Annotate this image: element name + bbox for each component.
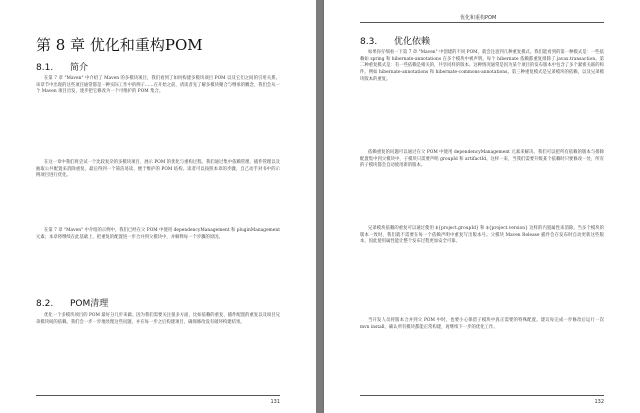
book-gutter — [316, 0, 324, 413]
left-page — [0, 0, 316, 413]
right-page — [324, 0, 640, 413]
page-number: 132 — [594, 399, 604, 405]
footer-rule — [360, 395, 604, 396]
section-number: 8.2. — [36, 299, 54, 309]
paragraph: 在第 7 章 "Maven" 中介绍了 Maven 的多模块项目，我们看到了如何构建多模块项目 POM 以及它们之间的引用关系。该章节中出现的这些项目通常都是一种实际工作中的例子……在开始之前，请读者先了解多模块聚合与继承的概念，我们会从一个 Maven 项目出发，逐步把它修改为一个可维护的 POM 集合。 — [36, 76, 280, 95]
paragraph: 兄弟模块依赖的重复可以通过使用 ${project.groupId} 和 ${project.version} 这样的内置属性来消除。当多个模块的版本一致时，我们就不需要在每一个依赖声明中重复写出版本号。父模块 Maven Release 插件会在发布时自动更新这些版本，因此使用属性能让整个发布过程更加安全可靠。 — [360, 226, 604, 245]
paragraph: 依赖重复的问题可以通过在父 POM 中使用 dependencyManagement 元素来解决。我们可以把所有依赖的版本与排除配置集中到父模块中，子模块只需要声明 groupId 和 artifactId。这样一来，当我们需要升级某个依赖时只要修改一处，所有的子模块都会自动使用新的版本。 — [360, 150, 604, 169]
paragraph: 当开发人员将版本合并到父 POM 中时，也要小心保留子模块中真正需要的特殊配置。建议每完成一步修改后运行一次 mvn install，确认所有模块都能正常构建，再继续下一步的优化工作。 — [360, 318, 604, 330]
section-title: 优化依赖 — [394, 37, 431, 47]
section-title: POM清理 — [70, 299, 109, 309]
page-number: 131 — [270, 399, 280, 405]
paragraph: 在这一章中我们将尝试一个比较复杂的多模块项目，展示 POM 的优化与重构过程。我们通过集中依赖管理、插件管理以及抽取公共配置来消除重复，最后得到一个简洁易读、便于维护的 POM 结构。读者可以按照本章的步骤，自己动手对书中的示例项目进行优化。 — [36, 160, 280, 179]
paragraph: 优化一个多模块项目的 POM 最好分几步来做。因为我们需要关注很多方面，比如依赖的重复、插件配置的重复以及项目兄弟模块间的依赖。我们会一步一步地处理这些问题，并在每一步之后构建项目，确保修改没有破坏构建结果。 — [36, 313, 280, 325]
running-head: 优化和重构POM — [460, 15, 497, 21]
section-number: 8.1. — [36, 63, 54, 73]
section-heading-8-1 — [36, 60, 88, 73]
section-number: 8.3. — [360, 37, 378, 47]
chapter-title: 第 8 章 优化和重构POM — [36, 36, 203, 54]
section-heading-8-2 — [36, 296, 108, 309]
footer-rule — [36, 395, 280, 396]
section-title: 简介 — [70, 63, 89, 73]
paragraph: 如果你仔细看一下第 7 章 "Maven" 中创建的不同 POM，就会注意到几种重复模式。我们能看到的第一种模式是：一些依赖如 spring 和 hibernate-annotations 在多个模块中被声明。每个 hibernate 依赖都重复排除了 javax.transaction。第二种重复模式是：有一些依赖是相关的，共享同样的版本。这种情况通常是因为某个项目的发布版本中包含了多个紧密关联的构件。例如 hibernate-annotations 和 hibernate-commons-annotations。第三种重复模式是兄弟模块的依赖，以及兄弟模块版本的重复。 — [360, 50, 604, 82]
paragraph: 在第 7 章 "Maven" 中介绍的示例中，我们已经在父 POM 中使用 dependencyManagement 和 pluginManagement 元素；本章将继续在此基础上，把重复的配置进一步合并到父模块中，并解释每一个步骤的原因。 — [36, 228, 280, 240]
header-rule — [360, 22, 604, 23]
section-heading-8-3 — [360, 34, 430, 47]
